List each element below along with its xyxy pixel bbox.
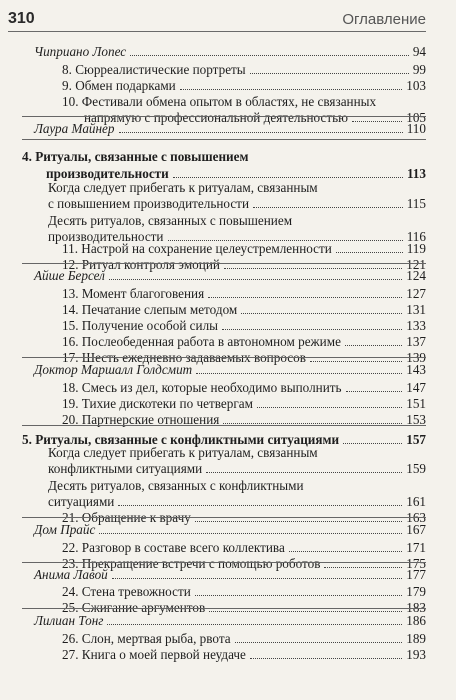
dot-leader: [241, 313, 402, 314]
toc-entry-title: 17. Шесть ежедневно задаваемых вопросов: [62, 350, 306, 365]
toc-entry-title: 20. Партнерские отношения: [62, 412, 220, 427]
dot-leader: [346, 391, 402, 392]
toc-entry-title: 16. Послеобеденная работа в автономном режиме: [62, 334, 341, 349]
dot-leader: [119, 132, 403, 133]
toc-page-number: 153: [406, 412, 426, 427]
dot-leader: [345, 345, 402, 346]
toc-entry-title: 14. Печатание слепым методом: [62, 302, 238, 317]
toc-page-number: 143: [406, 362, 426, 377]
toc-entry-title: Когда следует прибегать к ритуалам, связанным: [48, 445, 318, 460]
toc-page-number: 193: [406, 647, 426, 662]
toc-page-number: 113: [406, 166, 426, 181]
toc-page-number: 131: [406, 302, 426, 317]
dot-leader: [118, 505, 402, 506]
section-rule: [22, 425, 426, 426]
toc-page-number: 139: [406, 350, 426, 365]
toc-entry-title: Дом Прайс: [34, 522, 96, 537]
toc-page-number: 121: [406, 257, 426, 272]
toc-entry-title: 11. Настрой на сохранение целеустремленности: [62, 241, 332, 256]
toc-entry-title: 22. Разговор в составе всего коллектива: [62, 540, 285, 555]
running-head: Оглавление: [342, 11, 426, 28]
toc-page-number: 159: [406, 461, 426, 476]
dot-leader: [208, 297, 402, 298]
toc-page-number: 116: [406, 229, 426, 244]
toc-entry-title: Чиприано Лопес: [34, 44, 127, 59]
dot-leader: [289, 551, 402, 552]
dot-leader: [223, 423, 402, 424]
dot-leader: [222, 329, 402, 330]
toc-entry-title: 4. Ритуалы, связанные с повышением: [22, 149, 249, 164]
toc-entry-title: 25. Сжигание аргументов: [62, 600, 206, 615]
toc-entry-title: 12. Ритуал контроля эмоций: [62, 257, 220, 272]
section-rule: [22, 357, 426, 358]
dot-leader: [195, 595, 402, 596]
toc-entry-title-continued: производительности: [46, 166, 169, 181]
toc-page-number: 110: [406, 121, 426, 136]
toc-page-number: 189: [406, 631, 426, 646]
dot-leader: [112, 578, 402, 579]
toc-entry-title: 19. Тихие дискотеки по четвергам: [62, 396, 253, 411]
toc-page-number: 175: [406, 556, 426, 571]
toc-entry-title: Лилиан Тонг: [34, 613, 104, 628]
toc-entry-title: Десять ритуалов, связанных с конфликтными: [48, 478, 304, 493]
toc-page-number: 179: [406, 584, 426, 599]
toc-page-number: 161: [406, 494, 426, 509]
dot-leader: [206, 472, 402, 473]
toc-page-number: 167: [406, 522, 426, 537]
page-number: 310: [8, 10, 35, 27]
toc-entry-title-continued: производительности: [48, 229, 164, 244]
dot-leader: [257, 407, 402, 408]
toc-page-number: 103: [406, 78, 426, 93]
dot-leader: [196, 373, 402, 374]
section-rule: [22, 116, 426, 117]
dot-leader: [224, 268, 402, 269]
dot-leader: [195, 521, 402, 522]
toc-page-number: 115: [406, 196, 426, 211]
toc-entry-title: Десять ритуалов, связанных с повышением: [48, 213, 293, 228]
dot-leader: [250, 658, 402, 659]
toc-entry-title: 18. Смесь из дел, которые необходимо выполнить: [62, 380, 342, 395]
toc-entry-title: 10. Фестивали обмена опытом в областях, не связанных: [62, 94, 377, 109]
dot-leader: [235, 642, 402, 643]
dot-leader: [107, 624, 402, 625]
toc-page-number: 157: [406, 432, 426, 447]
toc-entry-title: Айше Берсел: [34, 268, 105, 283]
toc-page-number: 99: [412, 62, 426, 77]
toc-page-number: 105: [406, 110, 426, 125]
toc-entry-title-continued: с повышением производительности: [48, 196, 249, 211]
toc-page-number: 186: [406, 613, 426, 628]
toc-entry-title: 24. Стена тревожности: [62, 584, 191, 599]
dot-leader: [209, 611, 402, 612]
toc-page-number: 94: [412, 44, 426, 59]
section-rule: [22, 562, 426, 563]
dot-leader: [250, 73, 409, 74]
toc-entry-title: Когда следует прибегать к ритуалам, связанным: [48, 180, 318, 195]
toc-page-number: 171: [406, 540, 426, 555]
toc-page-number: 133: [406, 318, 426, 333]
toc-page-number: 124: [406, 268, 426, 283]
section-rule: [22, 608, 426, 609]
toc-page-number: 127: [406, 286, 426, 301]
section-rule: [22, 139, 426, 140]
dot-leader: [352, 121, 402, 122]
dot-leader: [109, 279, 402, 280]
toc-entry-title: 15. Получение особой силы: [62, 318, 219, 333]
toc-entry-title: Анима Лавой: [34, 567, 108, 582]
toc-entry-title: 13. Момент благоговения: [62, 286, 205, 301]
toc-entry-title: 21. Обращение к врачу: [62, 510, 191, 525]
dot-leader: [310, 361, 402, 362]
toc-page-number: 151: [406, 396, 426, 411]
toc-page-number: 119: [406, 241, 426, 256]
dot-leader: [253, 207, 403, 208]
dot-leader: [336, 252, 403, 253]
toc-entry-title: 8. Сюрреалистические портреты: [62, 62, 246, 77]
dot-leader: [130, 55, 409, 56]
toc-page-number: 147: [406, 380, 426, 395]
toc-entry-title: Лаура Майнер: [34, 121, 115, 136]
dot-leader: [324, 567, 402, 568]
toc-entry-title-continued: напрямую с профессиональной деятельностью: [84, 110, 348, 125]
toc-entry-title: 5. Ритуалы, связанные с конфликтными ситуациями: [22, 432, 340, 447]
toc-entry-title: Доктор Маршалл Голдсмит: [34, 362, 193, 377]
dot-leader: [180, 89, 402, 90]
toc-entry-title: 26. Слон, мертвая рыба, рвота: [62, 631, 231, 646]
toc-page-number: 137: [406, 334, 426, 349]
toc-page-number: 177: [406, 567, 426, 582]
section-rule: [22, 517, 426, 518]
toc-entry-title: 23. Прекращение встречи с помощью роботов: [62, 556, 321, 571]
dot-leader: [173, 177, 403, 178]
toc-entry-title: 27. Книга о моей первой неудаче: [62, 647, 246, 662]
toc-page-number: 163: [406, 510, 426, 525]
section-rule: [22, 263, 426, 264]
toc-page-number: 183: [406, 600, 426, 615]
toc-entry-title-continued: конфликтными ситуациями: [48, 461, 203, 476]
dot-leader: [343, 443, 402, 444]
toc-entry-title: 9. Обмен подарками: [62, 78, 176, 93]
toc-entry-title-continued: ситуациями: [48, 494, 115, 509]
dot-leader: [99, 533, 402, 534]
